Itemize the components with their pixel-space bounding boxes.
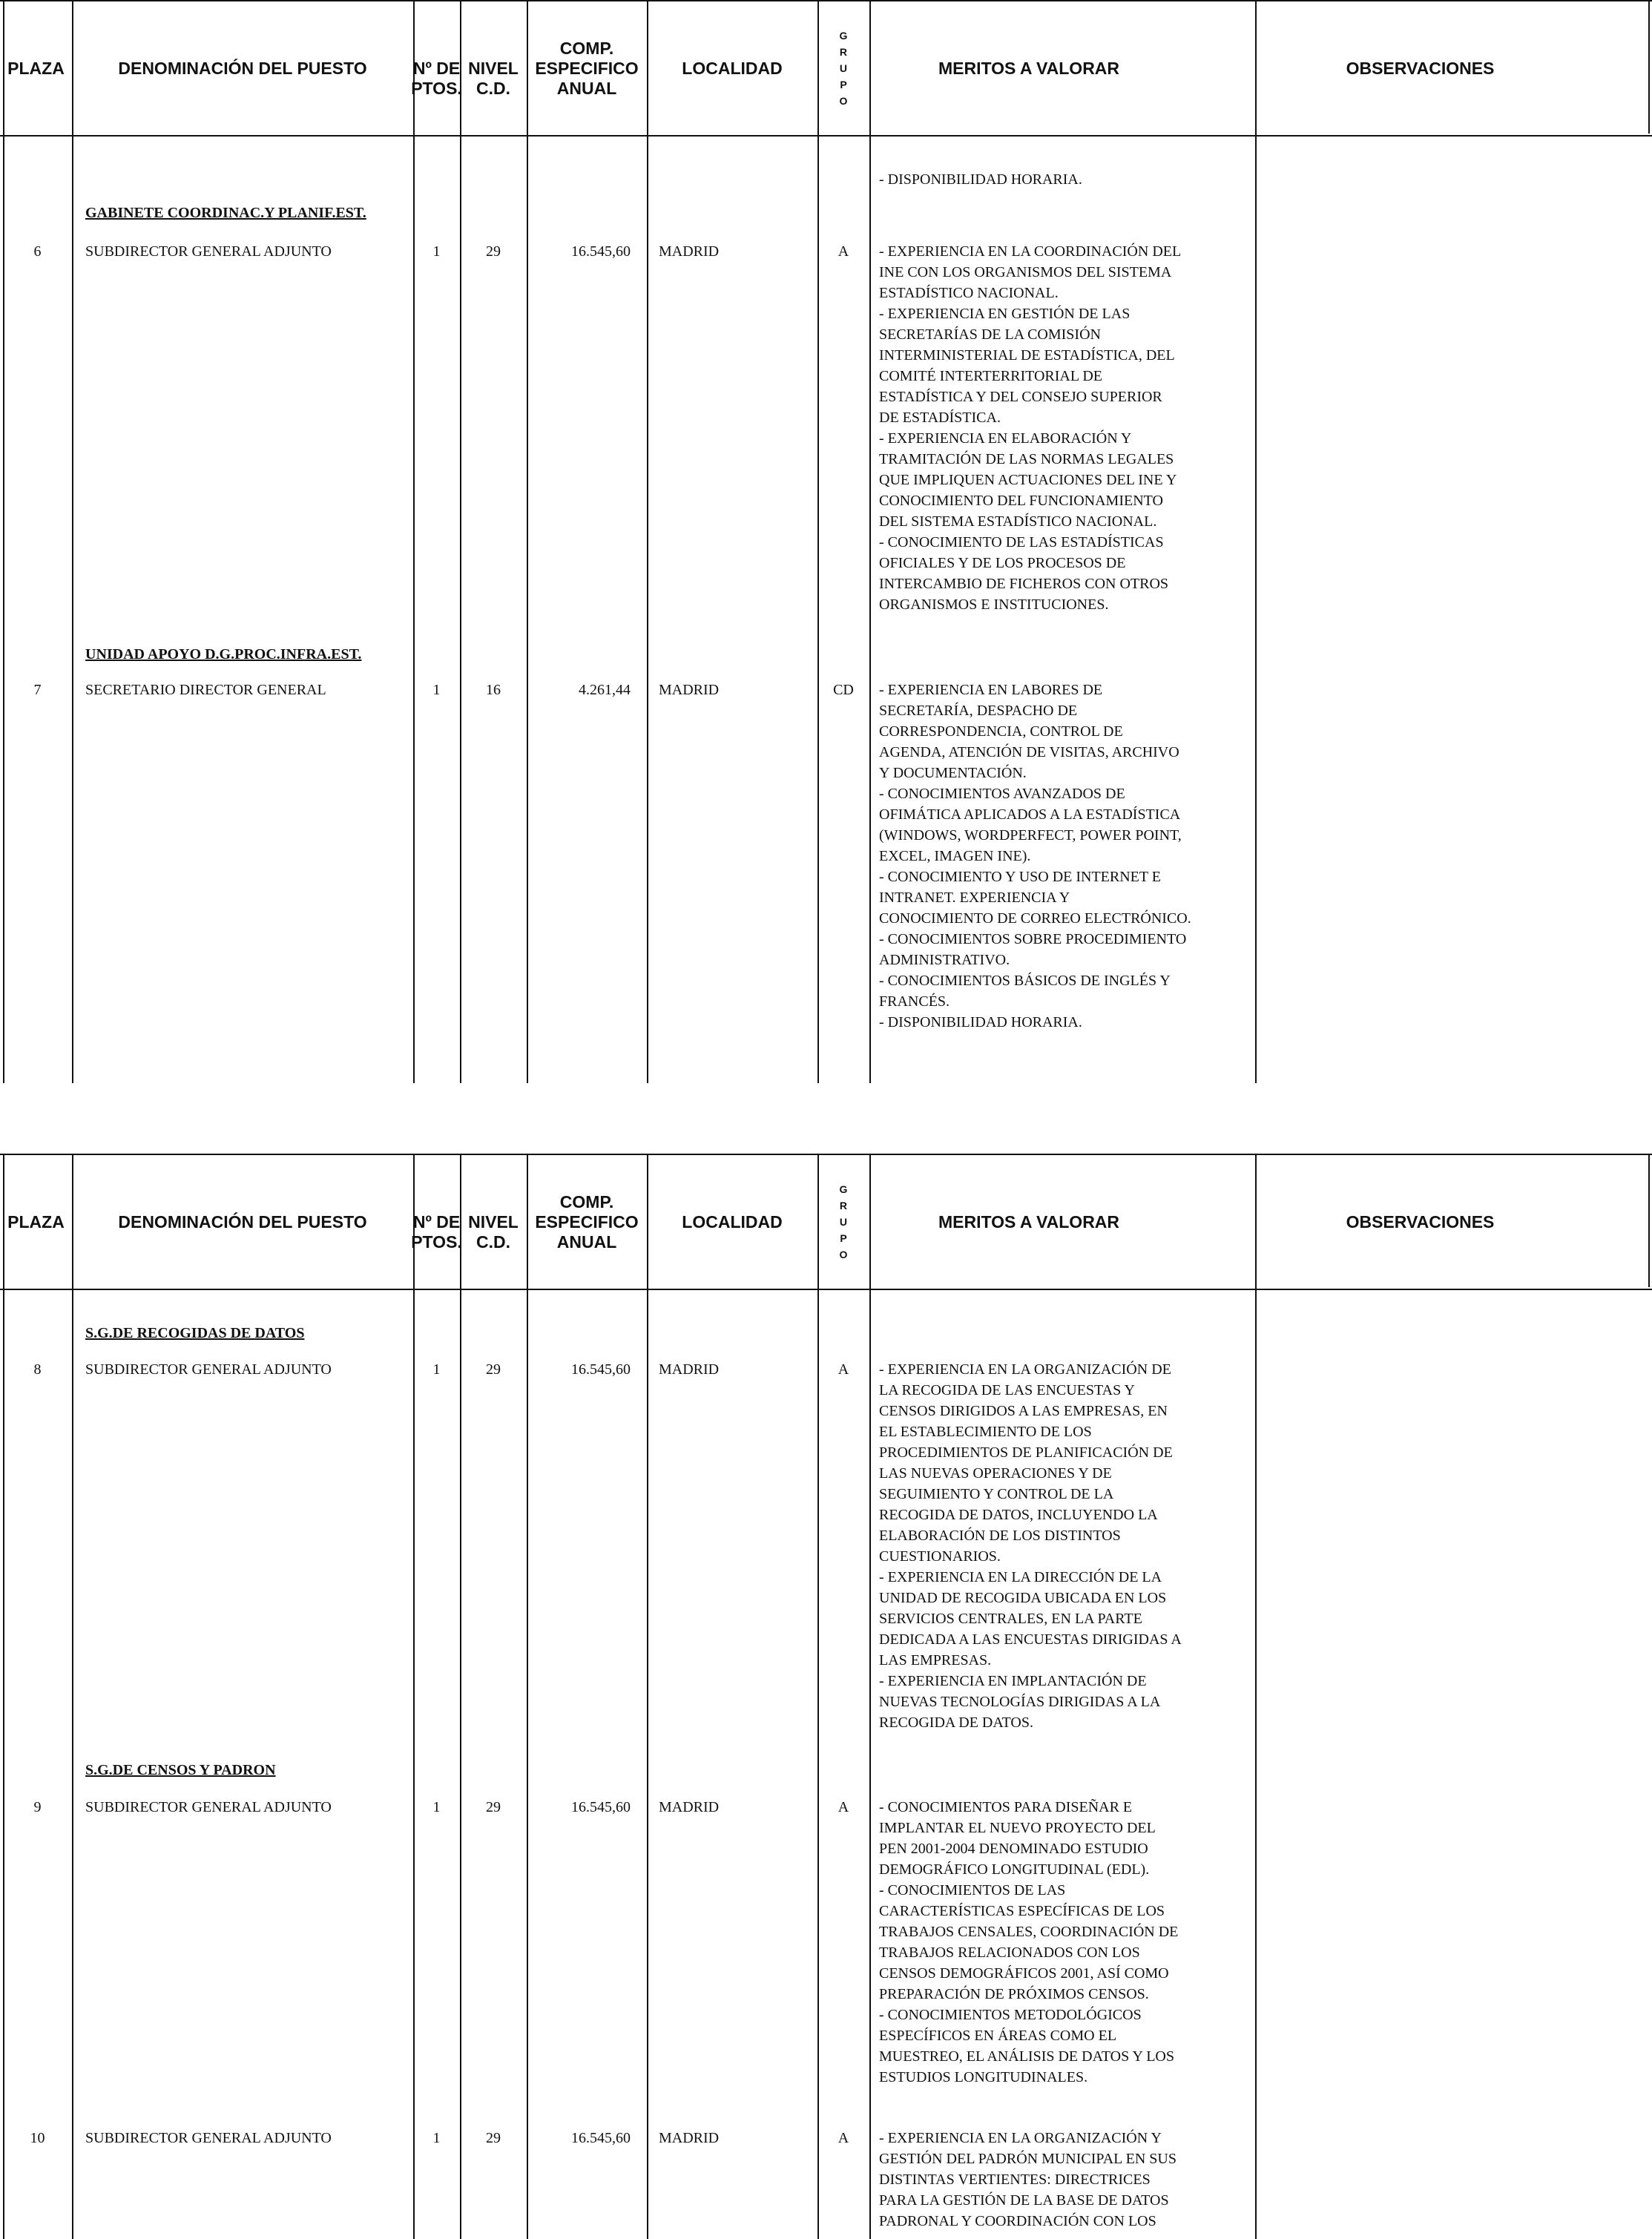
cell-meritos: - EXPERIENCIA EN LABORES DE SECRETARÍA, DESPACHO DE CORRESPONDENCIA, CONTROL DE AGENDA, ATENCIÓN DE VISITAS, ARCHIVO Y DOCUMENTACIÓN. - CONOCIMIENTOS AVANZADOS DE OFIMÁTICA APLICADOS A LA ESTADÍSTICA (WINDOWS, WORDPERFECT, POWER POINT, EXCEL, IMAGEN INE). - CONOCIMIENTO Y USO DE INTERNET E INTRANET. EXPERIENCIA Y CONOCIMIENTO DE CORREO ELECTRÓNICO. - CONOCIMIENTOS SOBRE PROCEDIMIENTO ADMINISTRATIVO. - CONOCIMIENTOS BÁSICOS DE INGLÉS Y FRANCÉS. - DISPONIBILIDAD HORARIA. <box>879 682 1191 1030</box>
column-rule <box>3 1154 4 2239</box>
header-nivel: NIVEL C.D. <box>468 1212 519 1252</box>
cell-grupo: CD <box>833 682 854 698</box>
column-rule <box>527 0 528 1083</box>
column-rule <box>413 1154 415 2239</box>
header-comp: COMP. ESPECIFICO ANUAL <box>535 1191 639 1252</box>
cell-ptos: 1 <box>432 1361 441 1378</box>
cell-meritos: - CONOCIMIENTOS PARA DISEÑAR E IMPLANTAR EL NUEVO PROYECTO DEL PEN 2001-2004 DENOMINADO ESTUDIO DEMOGRÁFICO LONGITUDINAL (EDL). - CONOCIMIENTOS DE LAS CARACTERÍSTICAS ESPECÍFICAS DE LOS TRABAJOS CENSALES, COORDINACIÓN DE TRABAJOS RELACIONADOS CON LOS CENSOS DEMOGRÁFICOS 2001, ASÍ COMO PREPARACIÓN DE PRÓXIMOS CENSOS. - CONOCIMIENTOS METODOLÓGICOS ESPECÍFICOS EN ÁREAS COMO EL MUESTREO, EL ANÁLISIS DE DATOS Y LOS ESTUDIOS LONGITUDINALES. <box>879 1799 1179 2085</box>
cell-puesto: SUBDIRECTOR GENERAL ADJUNTO <box>85 1361 332 1378</box>
section-title: GABINETE COORDINAC.Y PLANIF.EST. <box>85 205 366 221</box>
column-rule <box>647 1154 648 2239</box>
cell-plaza: 9 <box>33 1799 42 1815</box>
column-rule <box>72 1154 73 2239</box>
cell-localidad: MADRID <box>659 682 720 698</box>
header-localidad: LOCALIDAD <box>682 1211 783 1232</box>
column-rule <box>3 0 4 1083</box>
table-header <box>0 0 1652 137</box>
header-observaciones: OBSERVACIONES <box>1346 1211 1495 1232</box>
cell-puesto: SECRETARIO DIRECTOR GENERAL <box>85 682 326 698</box>
column-rule <box>647 0 648 1083</box>
cell-localidad: MADRID <box>659 1361 720 1378</box>
cell-meritos: - EXPERIENCIA EN LA COORDINACIÓN DEL INE CON LOS ORGANISMOS DEL SISTEMA ESTADÍSTICO NACIONAL. - EXPERIENCIA EN GESTIÓN DE LAS SECRETARÍAS DE LA COMISIÓN INTERMINISTERIAL DE ESTADÍSTICA, DEL COMITÉ INTERTERRITORIAL DE ESTADÍSTICA Y DEL CONSEJO SUPERIOR DE ESTADÍSTICA. - EXPERIENCIA EN ELABORACIÓN Y TRAMITACIÓN DE LAS NORMAS LEGALES QUE IMPLIQUEN ACTUACIONES DEL INE Y CONOCIMIENTO DEL FUNCIONAMIENTO DEL SISTEMA ESTADÍSTICO NACIONAL. - CONOCIMIENTO DE LAS ESTADÍSTICAS OFICIALES Y DE LOS PROCESOS DE INTERCAMBIO DE FICHEROS CON OTROS ORGANISMOS E INSTITUCIONES. <box>879 243 1182 613</box>
column-rule <box>869 1154 871 2239</box>
section-title: S.G.DE CENSOS Y PADRON <box>85 1762 276 1778</box>
cell-plaza: 8 <box>33 1361 42 1378</box>
column-rule <box>1255 1154 1257 2239</box>
cell-puesto: SUBDIRECTOR GENERAL ADJUNTO <box>85 243 332 260</box>
header-denominacion: DENOMINACIÓN DEL PUESTO <box>118 58 367 78</box>
cell-ptos: 1 <box>432 243 441 260</box>
table-header <box>0 1154 1652 1290</box>
cell-localidad: MADRID <box>659 243 720 260</box>
header-localidad: LOCALIDAD <box>682 58 783 78</box>
column-rule <box>1255 0 1257 1083</box>
section-title: UNIDAD APOYO D.G.PROC.INFRA.EST. <box>85 646 362 663</box>
cell-nivel: 29 <box>486 1361 501 1378</box>
column-rule <box>460 1154 461 2239</box>
header-meritos: MERITOS A VALORAR <box>938 58 1120 78</box>
cell-comp: 16.545,60 <box>571 1799 631 1815</box>
header-nivel: NIVEL C.D. <box>468 59 519 98</box>
cell-grupo: A <box>837 2130 849 2146</box>
header-denominacion: DENOMINACIÓN DEL PUESTO <box>118 1211 367 1232</box>
column-rule <box>1648 1154 1650 1287</box>
column-rule <box>817 0 819 1083</box>
cell-grupo: A <box>837 243 849 260</box>
cell-grupo: A <box>837 1361 849 1378</box>
header-grupo: G R U P O <box>839 1183 848 1260</box>
section-title: S.G.DE RECOGIDAS DE DATOS <box>85 1325 305 1341</box>
header-meritos: MERITOS A VALORAR <box>938 1211 1120 1232</box>
cell-plaza: 6 <box>33 243 42 260</box>
cell-comp: 16.545,60 <box>571 2130 631 2146</box>
cell-ptos: 1 <box>432 2130 441 2146</box>
header-num-ptos: Nº DE PTOS. <box>411 59 462 98</box>
cell-nivel: 29 <box>486 243 501 260</box>
cell-localidad: MADRID <box>659 1799 720 1815</box>
column-rule <box>460 0 461 1083</box>
cell-meritos: - EXPERIENCIA EN LA ORGANIZACIÓN Y GESTIÓN DEL PADRÓN MUNICIPAL EN SUS DISTINTAS VERTIENTES: DIRECTRICES PARA LA GESTIÓN DE LA BASE DE DATOS PADRONAL Y COORDINACIÓN CON LOS <box>879 2130 1177 2229</box>
cell-comp: 16.545,60 <box>571 1361 631 1378</box>
column-rule <box>869 0 871 1083</box>
header-num-ptos: Nº DE PTOS. <box>411 1212 462 1252</box>
merit-carryover: - DISPONIBILIDAD HORARIA. <box>879 171 1082 188</box>
cell-puesto: SUBDIRECTOR GENERAL ADJUNTO <box>85 1799 332 1815</box>
column-rule <box>527 1154 528 2239</box>
table-page-2 <box>0 1154 1652 2239</box>
header-grupo: G R U P O <box>839 30 848 107</box>
column-rule <box>817 1154 819 2239</box>
cell-nivel: 29 <box>486 1799 501 1815</box>
table-page-1 <box>0 0 1652 1083</box>
cell-plaza: 7 <box>33 682 42 698</box>
header-comp: COMP. ESPECIFICO ANUAL <box>535 38 639 98</box>
column-rule <box>413 0 415 1083</box>
cell-ptos: 1 <box>432 682 441 698</box>
cell-puesto: SUBDIRECTOR GENERAL ADJUNTO <box>85 2130 332 2146</box>
column-rule <box>72 0 73 1083</box>
cell-meritos: - EXPERIENCIA EN LA ORGANIZACIÓN DE LA RECOGIDA DE LAS ENCUESTAS Y CENSOS DIRIGIDOS A LAS EMPRESAS, EN EL ESTABLECIMIENTO DE LOS PROCEDIMIENTOS DE PLANIFICACIÓN DE LAS NUEVAS OPERACIONES Y DE SEGUIMIENTO Y CONTROL DE LA RECOGIDA DE DATOS, INCLUYENDO LA ELABORACIÓN DE LOS DISTINTOS CUESTIONARIOS. - EXPERIENCIA EN LA DIRECCIÓN DE LA UNIDAD DE RECOGIDA UBICADA EN LOS SERVICIOS CENTRALES, EN LA PARTE DEDICADA A LAS ENCUESTAS DIRIGIDAS A LAS EMPRESAS. - EXPERIENCIA EN IMPLANTACIÓN DE NUEVAS TECNOLOGÍAS DIRIGIDAS A LA RECOGIDA DE DATOS. <box>879 1361 1182 1731</box>
cell-grupo: A <box>837 1799 849 1815</box>
header-plaza: PLAZA <box>7 1211 65 1232</box>
cell-ptos: 1 <box>432 1799 441 1815</box>
cell-nivel: 16 <box>486 682 501 698</box>
header-observaciones: OBSERVACIONES <box>1346 58 1495 78</box>
cell-plaza: 10 <box>30 2130 45 2146</box>
cell-localidad: MADRID <box>659 2130 720 2146</box>
cell-nivel: 29 <box>486 2130 501 2146</box>
header-plaza: PLAZA <box>7 58 65 78</box>
column-rule <box>1648 0 1650 134</box>
cell-comp: 16.545,60 <box>571 243 631 260</box>
cell-comp: 4.261,44 <box>579 682 631 698</box>
